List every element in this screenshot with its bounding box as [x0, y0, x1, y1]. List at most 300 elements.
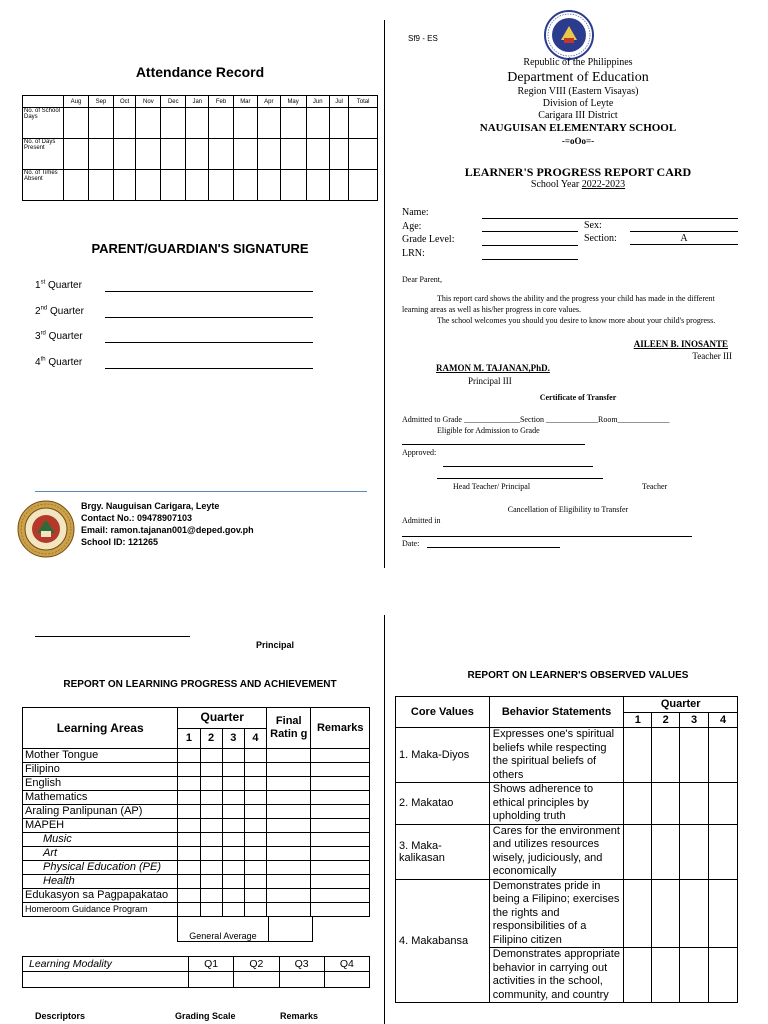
value-rating-cell[interactable]: [652, 879, 680, 948]
month-header: Mar: [233, 96, 257, 108]
modality-quarter-header: Q2: [234, 957, 279, 972]
behavior-statement: Demonstrates appropriate behavior in carrying out activities in the school, community, and country: [489, 948, 624, 1003]
section-field[interactable]: A: [630, 233, 738, 245]
guardian-quarter-label: [35, 280, 82, 291]
grade-cell[interactable]: [244, 833, 266, 847]
month-header: Apr: [258, 96, 281, 108]
attendance-cell[interactable]: [209, 170, 233, 201]
values-table: [395, 696, 738, 1003]
grade-cell[interactable]: [311, 819, 370, 833]
learning-area-row: [23, 749, 370, 763]
quarter-number-header: 3: [222, 728, 244, 749]
learning-area-name: Mother Tongue: [23, 749, 178, 763]
grade-cell[interactable]: [244, 763, 266, 777]
principal-signature-line[interactable]: [35, 636, 190, 637]
attendance-cell[interactable]: [64, 108, 89, 139]
attendance-cell[interactable]: [280, 170, 306, 201]
grade-cell[interactable]: [200, 833, 222, 847]
grade-cell[interactable]: [222, 847, 244, 861]
modality-cell[interactable]: [279, 972, 324, 988]
grading-scale-label: Grading Scale: [175, 1011, 236, 1021]
learning-area-name: Homeroom Guidance Program: [23, 903, 178, 917]
lrn-label: LRN:: [402, 247, 425, 259]
behavior-statement: Expresses one's spiritual beliefs while respecting the spiritual beliefs of others: [489, 728, 624, 783]
grade-cell[interactable]: [200, 903, 222, 917]
values-row: [396, 824, 738, 879]
value-rating-cell[interactable]: [709, 783, 738, 825]
guardian-signature-line[interactable]: [105, 342, 313, 343]
attendance-cell[interactable]: [233, 170, 257, 201]
month-header: Total: [349, 96, 378, 108]
core-value-label: 1. Maka-Diyos: [396, 728, 490, 783]
grade-cell[interactable]: [267, 819, 311, 833]
value-rating-cell[interactable]: [709, 879, 738, 948]
school-year: [388, 179, 768, 190]
guardian-signature-title: PARENT/GUARDIAN'S SIGNATURE: [91, 241, 309, 256]
quarter-suffix: th: [40, 356, 46, 363]
grade-cell[interactable]: [222, 805, 244, 819]
attendance-cell[interactable]: [233, 108, 257, 139]
attendance-cell[interactable]: [113, 139, 136, 170]
guardian-quarter-row: [35, 280, 325, 306]
learning-area-row: [23, 847, 370, 861]
month-header: Dec: [161, 96, 186, 108]
values-quarter-number: 1: [624, 712, 652, 728]
grade-cell[interactable]: [267, 889, 311, 903]
value-rating-cell[interactable]: [624, 824, 652, 879]
attendance-cell[interactable]: [88, 108, 113, 139]
learning-area-name: Music: [23, 833, 178, 847]
month-header: Sep: [88, 96, 113, 108]
principal-title: Principal III: [468, 376, 512, 386]
approved-line-2[interactable]: [437, 478, 603, 479]
core-value-label: 4. Makabansa: [396, 879, 490, 1003]
page-divider-top: [384, 20, 385, 568]
attendance-cell[interactable]: [136, 139, 161, 170]
attendance-cell[interactable]: [186, 108, 209, 139]
attendance-cell[interactable]: [349, 108, 378, 139]
quarter-suffix: rd: [40, 331, 46, 337]
values-quarter-number: 3: [680, 712, 709, 728]
value-rating-cell[interactable]: [709, 948, 738, 1003]
attendance-cell[interactable]: [233, 139, 257, 170]
learning-area-name: English: [23, 777, 178, 791]
grade-cell[interactable]: [200, 889, 222, 903]
attendance-cell[interactable]: [329, 170, 348, 201]
learning-area-name: MAPEH: [23, 819, 178, 833]
district-label: Carigara III District: [538, 110, 618, 121]
attendance-cell[interactable]: [88, 139, 113, 170]
attendance-cell[interactable]: [329, 108, 348, 139]
contact-divider: [35, 491, 367, 492]
month-header: Jan: [186, 96, 209, 108]
quarter-number-header: 1: [178, 728, 200, 749]
learning-area-name: Edukasyon sa Pagpapakatao: [23, 889, 178, 903]
transfer-room-blank[interactable]: _____________: [617, 415, 670, 424]
letter-body-2: The school welcomes you should you desire to know more about your child's progress.: [437, 316, 716, 325]
learning-area-row: [23, 875, 370, 889]
deped-seal-logo: [544, 10, 594, 60]
transfer-admitted-row: [402, 415, 670, 424]
month-header: May: [280, 96, 306, 108]
school-address: Brgy. Nauguisan Carigara, Leyte: [81, 501, 220, 511]
transfer-section-blank[interactable]: _____________: [545, 415, 598, 424]
learning-areas-header: Learning Areas: [23, 708, 178, 749]
grade-cell[interactable]: [244, 861, 266, 875]
sex-label: Sex:: [584, 220, 602, 231]
learning-area-name: Mathematics: [23, 791, 178, 805]
grade-cell[interactable]: [178, 875, 200, 889]
values-title: REPORT ON LEARNER'S OBSERVED VALUES: [467, 670, 689, 681]
value-rating-cell[interactable]: [680, 728, 709, 783]
learning-area-row: [23, 903, 370, 917]
quarter-number: 4: [35, 356, 41, 368]
attendance-cell[interactable]: [258, 139, 281, 170]
grade-cell[interactable]: [222, 763, 244, 777]
age-field[interactable]: [482, 231, 578, 232]
quarter-suffix: st: [40, 280, 46, 286]
grade-cell[interactable]: [267, 763, 311, 777]
attendance-cell[interactable]: [349, 139, 378, 170]
learning-area-row: [23, 777, 370, 791]
attendance-corner: [23, 96, 64, 108]
attendance-cell[interactable]: [306, 170, 329, 201]
values-header-row: [396, 697, 738, 713]
month-header: Oct: [113, 96, 136, 108]
admitted-grade-blank[interactable]: ______________: [463, 415, 520, 424]
learning-modality-row: [23, 957, 370, 972]
grading-remarks-label: Remarks: [280, 1011, 319, 1021]
division-label: Division of Leyte: [542, 98, 614, 109]
value-rating-cell[interactable]: [680, 824, 709, 879]
date-field[interactable]: [427, 547, 560, 548]
modality-quarter-header: Q1: [189, 957, 234, 972]
sex-field[interactable]: [630, 231, 738, 232]
attendance-cell[interactable]: [280, 139, 306, 170]
attendance-cell[interactable]: [161, 170, 186, 201]
grade-cell[interactable]: [311, 903, 370, 917]
grade-cell[interactable]: [311, 861, 370, 875]
transfer-section-label: Section: [519, 415, 544, 424]
value-rating-cell[interactable]: [624, 728, 652, 783]
month-header: Nov: [136, 96, 161, 108]
grade-label: Grade Level:: [402, 234, 455, 245]
grade-cell[interactable]: [244, 777, 266, 791]
grade-cell[interactable]: [200, 777, 222, 791]
principal-sig-label: Principal: [256, 640, 295, 650]
grade-cell[interactable]: [311, 749, 370, 763]
guardian-signature-line[interactable]: [105, 368, 313, 369]
progress-title: REPORT ON LEARNING PROGRESS AND ACHIEVEMENT: [63, 679, 337, 690]
attendance-cell[interactable]: [209, 139, 233, 170]
learning-area-row: [23, 763, 370, 777]
grade-cell[interactable]: [244, 749, 266, 763]
core-value-label: 2. Makatao: [396, 783, 490, 825]
grade-cell[interactable]: [178, 847, 200, 861]
modality-cell[interactable]: [234, 972, 279, 988]
age-label: Age:: [402, 220, 422, 232]
grade-cell[interactable]: [178, 819, 200, 833]
grade-cell[interactable]: [244, 819, 266, 833]
general-average-label: General Average: [178, 917, 269, 941]
grade-cell[interactable]: [267, 875, 311, 889]
grade-cell[interactable]: [178, 903, 200, 917]
republic-label: Republic of the Philippines: [523, 57, 633, 68]
value-rating-cell[interactable]: [624, 948, 652, 1003]
grade-cell[interactable]: [222, 875, 244, 889]
grade-cell[interactable]: [222, 791, 244, 805]
school-email: Email: ramon.tajanan001@deped.gov.ph: [81, 525, 254, 535]
grade-cell[interactable]: [222, 833, 244, 847]
attendance-cell[interactable]: [161, 108, 186, 139]
grade-cell[interactable]: [178, 749, 200, 763]
attendance-cell[interactable]: [306, 108, 329, 139]
learning-area-row: [23, 889, 370, 903]
grade-cell[interactable]: [244, 847, 266, 861]
grade-cell[interactable]: [200, 861, 222, 875]
attendance-cell[interactable]: [186, 139, 209, 170]
school-contact: [81, 500, 254, 548]
grade-cell[interactable]: [178, 861, 200, 875]
attendance-cell[interactable]: [349, 170, 378, 201]
month-header: Feb: [209, 96, 233, 108]
grade-cell[interactable]: [244, 889, 266, 903]
learning-modality-table: [22, 956, 370, 988]
quarter-number: 3: [35, 331, 41, 343]
admitted-in-field[interactable]: [402, 536, 692, 537]
letter-body-1: This report card shows the ability and the progress your child has made in the different learning areas as well as his/her progress in core values.: [402, 294, 715, 314]
card-title: LEARNER'S PROGRESS REPORT CARD: [464, 165, 692, 179]
value-rating-cell[interactable]: [652, 728, 680, 783]
core-value-label: 3. Maka-kalikasan: [396, 824, 490, 879]
guardian-quarter-row: [35, 306, 325, 332]
quarter-number-header: 2: [200, 728, 222, 749]
region-label: Region VIII (Eastern Visayas): [517, 86, 639, 97]
descriptors-label: Descriptors: [35, 1011, 86, 1021]
guardian-quarter-row: [35, 331, 325, 357]
grade-cell[interactable]: [311, 791, 370, 805]
learning-area-row: [23, 819, 370, 833]
value-rating-cell[interactable]: [709, 728, 738, 783]
grade-cell[interactable]: [267, 903, 311, 917]
attendance-cell[interactable]: [88, 170, 113, 201]
school-year-value: 2022-2023: [581, 179, 626, 190]
grade-cell[interactable]: [267, 791, 311, 805]
quarter-number-header: 4: [244, 728, 266, 749]
page-divider-bottom: [384, 615, 385, 1024]
attendance-cell[interactable]: [209, 108, 233, 139]
attendance-header-row: [23, 96, 378, 108]
section-label: Section:: [584, 233, 617, 244]
grade-cell[interactable]: [311, 805, 370, 819]
grade-field[interactable]: [482, 245, 578, 246]
attendance-row: [23, 108, 378, 139]
learning-area-row: [23, 833, 370, 847]
quarter-suffix: nd: [40, 305, 48, 312]
grade-cell[interactable]: [222, 819, 244, 833]
learner-labels: [402, 206, 454, 260]
letter-greeting: Dear Parent,: [402, 275, 442, 284]
modality-blank[interactable]: [23, 972, 189, 988]
attendance-cell[interactable]: [258, 170, 281, 201]
grade-cell[interactable]: [178, 889, 200, 903]
grade-cell[interactable]: [200, 791, 222, 805]
learning-areas-header-row: [23, 708, 370, 729]
month-header: Aug: [64, 96, 89, 108]
grade-cell[interactable]: [267, 833, 311, 847]
grade-cell[interactable]: [311, 777, 370, 791]
value-rating-cell[interactable]: [624, 783, 652, 825]
grade-cell[interactable]: [222, 749, 244, 763]
grade-cell[interactable]: [222, 777, 244, 791]
name-field[interactable]: [482, 218, 738, 219]
grade-cell[interactable]: [178, 805, 200, 819]
learning-area-name: Physical Education (PE): [23, 861, 178, 875]
eligible-field[interactable]: [402, 444, 585, 445]
quarter-word: Quarter: [45, 280, 82, 292]
attendance-cell[interactable]: [64, 139, 89, 170]
learning-area-name: Araling Panlipunan (AP): [23, 805, 178, 819]
grade-cell[interactable]: [200, 875, 222, 889]
behavior-statement: Cares for the environment and utilizes resources wisely, judiciously, and economically: [489, 824, 624, 879]
grade-cell[interactable]: [244, 791, 266, 805]
grade-cell[interactable]: [244, 903, 266, 917]
grade-cell[interactable]: [244, 805, 266, 819]
admitted-in-label: Admitted in: [402, 516, 441, 525]
school-year-label: School Year: [530, 179, 582, 190]
cancel-title: Cancellation of Eligibility to Transfer: [507, 505, 629, 514]
attendance-row-label: No. of Times Absent: [23, 170, 64, 201]
value-rating-cell[interactable]: [652, 824, 680, 879]
attendance-cell[interactable]: [186, 170, 209, 201]
remarks-header: Remarks: [311, 708, 370, 749]
value-rating-cell[interactable]: [680, 879, 709, 948]
quarter-word: Quarter: [45, 356, 83, 368]
form-code: Sf9 - ES: [408, 34, 438, 43]
header-block: [388, 58, 768, 147]
lrn-field[interactable]: [482, 259, 578, 260]
transfer-room-label: Room: [597, 415, 618, 424]
guardian-quarter-label: [35, 357, 82, 368]
learning-area-row: [23, 861, 370, 875]
teacher-name: AILEEN B. INOSANTE: [633, 339, 728, 349]
school-contact-number: Contact No.: 09478907103: [81, 513, 193, 523]
attendance-cell[interactable]: [136, 108, 161, 139]
behavior-header: Behavior Statements: [489, 697, 624, 728]
guardian-signature-line[interactable]: [105, 291, 313, 292]
value-rating-cell[interactable]: [680, 783, 709, 825]
learning-areas-table: [22, 707, 370, 917]
value-rating-cell[interactable]: [709, 824, 738, 879]
grade-cell[interactable]: [267, 805, 311, 819]
attendance-row: [23, 139, 378, 170]
school-name: NAUGUISAN ELEMENTARY SCHOOL: [479, 122, 677, 134]
attendance-cell[interactable]: [113, 108, 136, 139]
learning-area-name: Health: [23, 875, 178, 889]
grade-cell[interactable]: [311, 833, 370, 847]
modality-cell[interactable]: [189, 972, 234, 988]
grade-cell[interactable]: [178, 763, 200, 777]
school-id: School ID: 121265: [81, 537, 159, 547]
core-values-header: Core Values: [396, 697, 490, 728]
grade-cell[interactable]: [267, 777, 311, 791]
grade-cell[interactable]: [200, 763, 222, 777]
grade-cell[interactable]: [200, 805, 222, 819]
attendance-row-label: No. of School Days: [23, 108, 64, 139]
behavior-statement: Demonstrates pride in being a Filipino; exercises the rights and responsibilities of a Filipino citizen: [489, 879, 624, 948]
values-row: [396, 783, 738, 825]
value-rating-cell[interactable]: [652, 948, 680, 1003]
values-quarter-header: Quarter: [624, 697, 738, 713]
value-rating-cell[interactable]: [624, 879, 652, 948]
attendance-cell[interactable]: [64, 170, 89, 201]
grade-cell[interactable]: [222, 861, 244, 875]
behavior-statement: Shows adherence to ethical principles by upholding truth: [489, 783, 624, 825]
modality-quarter-header: Q3: [279, 957, 324, 972]
grade-cell[interactable]: [222, 903, 244, 917]
learning-area-row: [23, 791, 370, 805]
grade-cell[interactable]: [244, 875, 266, 889]
grade-cell[interactable]: [222, 889, 244, 903]
grade-cell[interactable]: [200, 819, 222, 833]
grade-cell[interactable]: [267, 847, 311, 861]
grade-cell[interactable]: [311, 847, 370, 861]
learning-modality-label: Learning Modality: [23, 957, 189, 972]
learning-area-name: Filipino: [23, 763, 178, 777]
teacher-title: Teacher III: [692, 351, 732, 361]
approved-line-1[interactable]: [443, 466, 593, 467]
grade-cell[interactable]: [178, 791, 200, 805]
transfer-title: Certificate of Transfer: [539, 393, 617, 402]
principal-name: RAMON M. TAJANAN,PhD.: [436, 363, 550, 373]
grade-cell[interactable]: [178, 777, 200, 791]
grade-cell[interactable]: [267, 749, 311, 763]
value-rating-cell[interactable]: [652, 783, 680, 825]
modality-cell[interactable]: [324, 972, 369, 988]
quarter-number: 1: [35, 280, 41, 292]
attendance-row: [23, 170, 378, 201]
eligible-label: Eligible for Admission to Grade: [437, 426, 540, 435]
attendance-cell[interactable]: [161, 139, 186, 170]
learning-area-row: [23, 805, 370, 819]
grade-cell[interactable]: [267, 861, 311, 875]
ornament: -=oOo=-: [561, 136, 595, 146]
grade-cell[interactable]: [178, 833, 200, 847]
learning-area-name: Art: [23, 847, 178, 861]
attendance-title: Attendance Record: [135, 64, 265, 80]
guardian-signature-line[interactable]: [105, 317, 313, 318]
teacher-label: Teacher: [642, 482, 668, 491]
grade-cell[interactable]: [200, 847, 222, 861]
value-rating-cell[interactable]: [680, 948, 709, 1003]
grade-cell[interactable]: [200, 749, 222, 763]
grade-cell[interactable]: [311, 875, 370, 889]
grade-cell[interactable]: [311, 889, 370, 903]
attendance-cell[interactable]: [280, 108, 306, 139]
attendance-cell[interactable]: [329, 139, 348, 170]
school-seal-logo: [17, 500, 75, 558]
quarter-number: 2: [35, 305, 41, 317]
quarter-word: Quarter: [45, 331, 83, 343]
attendance-cell[interactable]: [306, 139, 329, 170]
values-row: [396, 728, 738, 783]
attendance-cell[interactable]: [113, 170, 136, 201]
learning-modality-value-row: [23, 972, 370, 988]
attendance-cell[interactable]: [136, 170, 161, 201]
month-header: Jul: [329, 96, 348, 108]
grade-cell[interactable]: [311, 763, 370, 777]
attendance-cell[interactable]: [258, 108, 281, 139]
